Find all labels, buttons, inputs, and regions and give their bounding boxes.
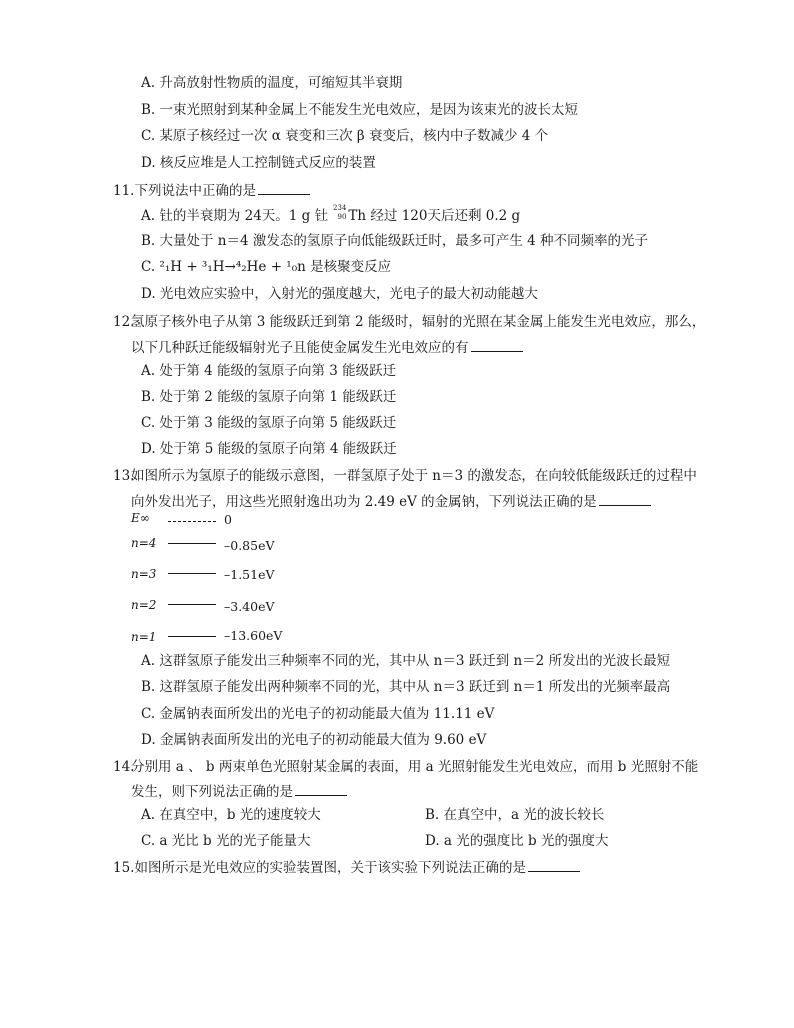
q12-option-d: D. 处于第 5 能级的氢原子向第 4 能级跃迁 (141, 441, 397, 457)
q14-option-d: D. a 光的强度比 b 光的强度大 (425, 833, 609, 849)
isotope-atomic: 90 (337, 213, 347, 221)
level-line-n2 (168, 604, 216, 605)
q15-answer-blank[interactable] (528, 858, 580, 872)
q11-option-a-pre: A. 钍的半衰期为 24天。1 g 钍 (141, 208, 333, 224)
q12-option-c: C. 处于第 3 能级的氢原子向第 5 能级跃迁 (141, 415, 397, 431)
q13-option-b: B. 这群氢原子能发出两种频率不同的光，其中从 n＝3 跃迁到 n＝1 所发出的光频率最高 (141, 679, 671, 695)
isotope-mass: 234 (333, 204, 347, 212)
q12-answer-blank[interactable] (471, 338, 523, 352)
level-label-inf: E∞ (131, 511, 150, 525)
q11-option-c: C. ²₁H + ³₁H→⁴₂He + ¹₀n 是核聚变反应 (141, 259, 392, 275)
q13-stem-line2-text: 向外发出光子，用这些光照射逸出功为 2.49 eV 的金属钠，下列说法正确的是 (131, 494, 597, 510)
q12-stem-line2-text: 以下几种跃迁能级辐射光子且能使金属发生光电效应的有 (131, 340, 469, 356)
level-line-n1 (168, 636, 216, 637)
q13-answer-blank[interactable] (599, 492, 651, 506)
q10-option-d: D. 核反应堆是人工控制链式反应的装置 (141, 155, 376, 171)
level-value-n1: –13.60eV (224, 628, 283, 643)
q11-stem-text: 下列说法中正确的是 (134, 183, 256, 199)
level-value-n3: –1.51eV (224, 567, 275, 582)
q11-number: 11. (113, 183, 135, 199)
level-line-n4 (168, 543, 216, 544)
q10-option-b: B. 一束光照射到某种金属上不能发生光电效应，是因为该束光的波长太短 (141, 102, 579, 118)
q13-option-d: D. 金属钠表面所发出的光电子的初动能最大值为 9.60 eV (141, 732, 487, 748)
q10-option-c: C. 某原子核经过一次 α 衰变和三次 β 衰变后，核内中子数减少 4 个 (141, 128, 549, 144)
q10-option-a: A. 升高放射性物质的温度，可缩短其半衰期 (141, 75, 403, 91)
level-value-inf: 0 (224, 512, 232, 527)
q13-stem-line2 (131, 492, 651, 511)
q11-option-b: B. 大量处于 n＝4 激发态的氢原子向低能级跃迁时，最多可产生 4 种不同频率的光子 (141, 233, 649, 249)
q12-option-a: A. 处于第 4 能级的氢原子向第 3 能级跃迁 (141, 363, 397, 379)
q14-option-c: C. a 光比 b 光的光子能量大 (141, 833, 311, 849)
level-label-n3: n=3 (131, 567, 157, 581)
q14-number: 14. (113, 759, 135, 775)
q11-stem (113, 181, 310, 200)
thorium-isotope (332, 206, 348, 220)
q15-stem-text: 如图所示是光电效应的实验装置图，关于该实验下列说法正确的是 (134, 860, 526, 876)
level-value-n2: –3.40eV (224, 599, 275, 614)
q13-option-a: A. 这群氢原子能发出三种频率不同的光，其中从 n＝3 跃迁到 n＝2 所发出的光波长最短 (141, 653, 671, 669)
q12-stem-line1: 氢原子核外电子从第 3 能级跃迁到第 2 能级时，辐射的光照在某金属上能发生光电效应，那么， (131, 314, 706, 330)
q12-number: 12. (113, 314, 135, 330)
q11-option-a-post: 经过 120天后还剩 0.2 g (366, 208, 521, 224)
level-label-n4: n=4 (131, 536, 157, 550)
q13-number: 13. (113, 468, 135, 484)
q15-number: 15. (113, 860, 135, 876)
q13-option-c: C. 金属钠表面所发出的光电子的初动能最大值为 11.11 eV (141, 706, 495, 722)
isotope-symbol: Th (348, 208, 367, 224)
q14-option-a: A. 在真空中，b 光的速度较大 (141, 807, 321, 823)
q14-answer-blank[interactable] (295, 782, 347, 796)
q11-option-d: D. 光电效应实验中，入射光的强度越大，光电子的最大初动能越大 (141, 286, 538, 302)
level-line-inf (168, 521, 216, 522)
q13-stem-line1: 如图所示为氢原子的能级示意图，一群氢原子处于 n＝3 的激发态，在向较低能级跃迁的过程中 (131, 468, 697, 484)
level-line-n3 (168, 573, 216, 574)
level-value-n4: –0.85eV (224, 538, 275, 553)
q15-stem (113, 858, 580, 877)
level-label-n1: n=1 (131, 630, 157, 644)
q14-option-b: B. 在真空中，a 光的波长较长 (425, 807, 605, 823)
q11-answer-blank[interactable] (258, 181, 310, 195)
level-label-n2: n=2 (131, 598, 157, 612)
q14-stem-line2 (131, 782, 347, 801)
q12-stem-line2 (131, 338, 523, 357)
q14-stem-line2-text: 发生，则下列说法正确的是 (131, 784, 293, 800)
q12-option-b: B. 处于第 2 能级的氢原子向第 1 能级跃迁 (141, 389, 397, 405)
q11-option-a (141, 206, 520, 225)
q14-stem-line1: 分别用 a 、 b 两束单色光照射某金属的表面，用 a 光照射能发生光电效应，而用 b 光照射不能 (131, 759, 699, 775)
